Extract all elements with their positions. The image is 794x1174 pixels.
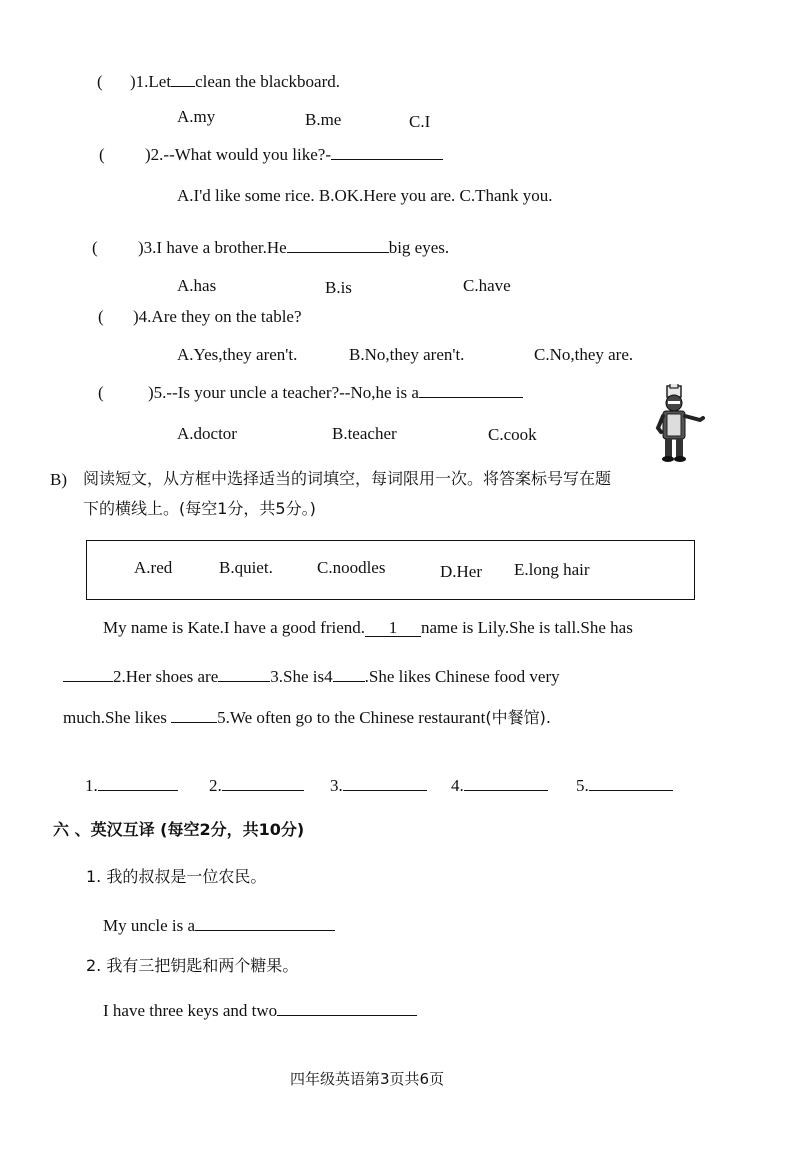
- box-option-e: E.long hair: [514, 560, 590, 579]
- passage-line2: [63, 668, 560, 685]
- translation-1-en-text: My uncle is a: [103, 916, 196, 935]
- q3-stem-end: big eyes.: [388, 238, 450, 257]
- passage-blank-3[interactable]: [218, 680, 270, 682]
- q5-stem-start: )5.--Is your uncle a teacher?--No,he is a: [148, 383, 419, 402]
- word-box: [86, 540, 695, 600]
- q1-paren: (: [97, 72, 103, 91]
- passage-blank-4[interactable]: [333, 680, 365, 682]
- passage-line2-a: 2.Her shoes are: [113, 667, 219, 686]
- q2-options[interactable]: A.I'd like some rice. B.OK.Here you are. C.Thank you.: [177, 186, 553, 205]
- answer-3[interactable]: [330, 777, 427, 794]
- translation-2-blank[interactable]: [277, 1014, 417, 1016]
- section-b-label: B): [50, 470, 67, 489]
- answer-4[interactable]: [451, 777, 548, 794]
- q1-stem: [130, 73, 340, 90]
- translation-2-cn: 2. 我有三把钥匙和两个糖果。: [86, 956, 299, 975]
- answer-5[interactable]: [576, 777, 673, 794]
- answer-4-line[interactable]: [464, 789, 548, 791]
- q5-option-c[interactable]: C.cook: [488, 425, 537, 444]
- passage-line2-b: 3.She is4: [270, 667, 333, 686]
- translation-2-en-text: I have three keys and two: [103, 1001, 278, 1020]
- passage-blank-1-number: 1: [388, 618, 398, 637]
- q3-option-c[interactable]: C.have: [463, 276, 511, 295]
- q2-stem: [145, 146, 443, 163]
- answer-1[interactable]: [85, 777, 178, 794]
- q2-stem-start: )2.--What would you like?-: [145, 145, 331, 164]
- q4-paren: (: [98, 307, 104, 326]
- q2-blank[interactable]: [331, 158, 443, 160]
- box-option-c: C.noodles: [317, 558, 386, 577]
- q3-stem-start: )3.I have a brother.He: [138, 238, 287, 257]
- passage-blank-5[interactable]: [171, 721, 217, 723]
- cook-illustration: [648, 384, 706, 464]
- q1-stem-start: )1.Let: [130, 72, 172, 91]
- q5-stem: [148, 384, 523, 401]
- translation-1-cn: 1. 我的叔叔是一位农民。: [86, 867, 267, 886]
- q1-stem-end: clean the blackboard.: [195, 72, 340, 91]
- q3-option-a[interactable]: A.has: [177, 276, 217, 295]
- answer-2[interactable]: [209, 777, 304, 794]
- answer-5-line[interactable]: [589, 789, 673, 791]
- q5-option-b[interactable]: B.teacher: [332, 424, 397, 443]
- cook-figure: [658, 384, 703, 462]
- box-option-d: D.Her: [440, 562, 483, 581]
- answer-5-label: 5.: [576, 776, 589, 795]
- answer-4-label: 4.: [451, 776, 464, 795]
- q5-paren: (: [98, 383, 104, 402]
- passage-blank-1[interactable]: [365, 619, 421, 637]
- q1-option-b[interactable]: B.me: [305, 110, 342, 129]
- passage-line1-start: My name is Kate.I have a good friend.: [103, 618, 365, 637]
- passage-line1-end: name is Lily.She is tall.She has: [421, 618, 633, 637]
- q3-stem: [138, 239, 449, 256]
- box-option-b: B.quiet.: [219, 558, 273, 577]
- passage-line1: [103, 619, 633, 637]
- passage-line3: [63, 709, 551, 726]
- q4-option-c[interactable]: C.No,they are.: [534, 345, 634, 364]
- q3-paren: (: [92, 238, 98, 257]
- q3-option-b[interactable]: B.is: [325, 278, 352, 297]
- q1-blank[interactable]: [171, 85, 195, 87]
- q3-blank[interactable]: [287, 251, 389, 253]
- q4-option-b[interactable]: B.No,they aren't.: [349, 345, 465, 364]
- q2-paren: (: [99, 145, 105, 164]
- q4-option-a[interactable]: A.Yes,they aren't.: [177, 345, 298, 364]
- answer-1-label: 1.: [85, 776, 98, 795]
- answer-1-line[interactable]: [98, 789, 178, 791]
- passage-line2-c: .She likes Chinese food very: [364, 667, 560, 686]
- answer-2-label: 2.: [209, 776, 222, 795]
- box-option-a: A.red: [134, 558, 173, 577]
- passage-blank-2[interactable]: [63, 680, 113, 682]
- answer-3-label: 3.: [330, 776, 343, 795]
- q5-option-a[interactable]: A.doctor: [177, 424, 237, 443]
- page-footer: 四年级英语第3页共6页: [290, 1070, 445, 1088]
- q1-option-a[interactable]: A.my: [177, 107, 216, 126]
- translation-2-en: [103, 1002, 417, 1019]
- section-b-instruction-line2: 下的横线上。(每空1分，共5分。): [83, 499, 316, 518]
- translation-1-blank[interactable]: [195, 929, 335, 931]
- passage-line3-a: much.She likes: [63, 708, 172, 727]
- q5-blank[interactable]: [419, 396, 523, 398]
- answer-2-line[interactable]: [222, 789, 304, 791]
- section-six-title: 六 、英汉互译 (每空2分，共10分): [53, 820, 305, 839]
- section-b-instruction-line1: 阅读短文，从方框中选择适当的词填空，每词限用一次。将答案标号写在题: [83, 469, 612, 488]
- passage-line3-cn: (中餐馆).: [485, 708, 551, 727]
- translation-1-en: [103, 917, 335, 934]
- passage-line3-b: 5.We often go to the Chinese restaurant: [217, 708, 486, 727]
- q1-option-c[interactable]: C.I: [409, 112, 431, 131]
- q4-stem: )4.Are they on the table?: [133, 307, 302, 326]
- answer-3-line[interactable]: [343, 789, 427, 791]
